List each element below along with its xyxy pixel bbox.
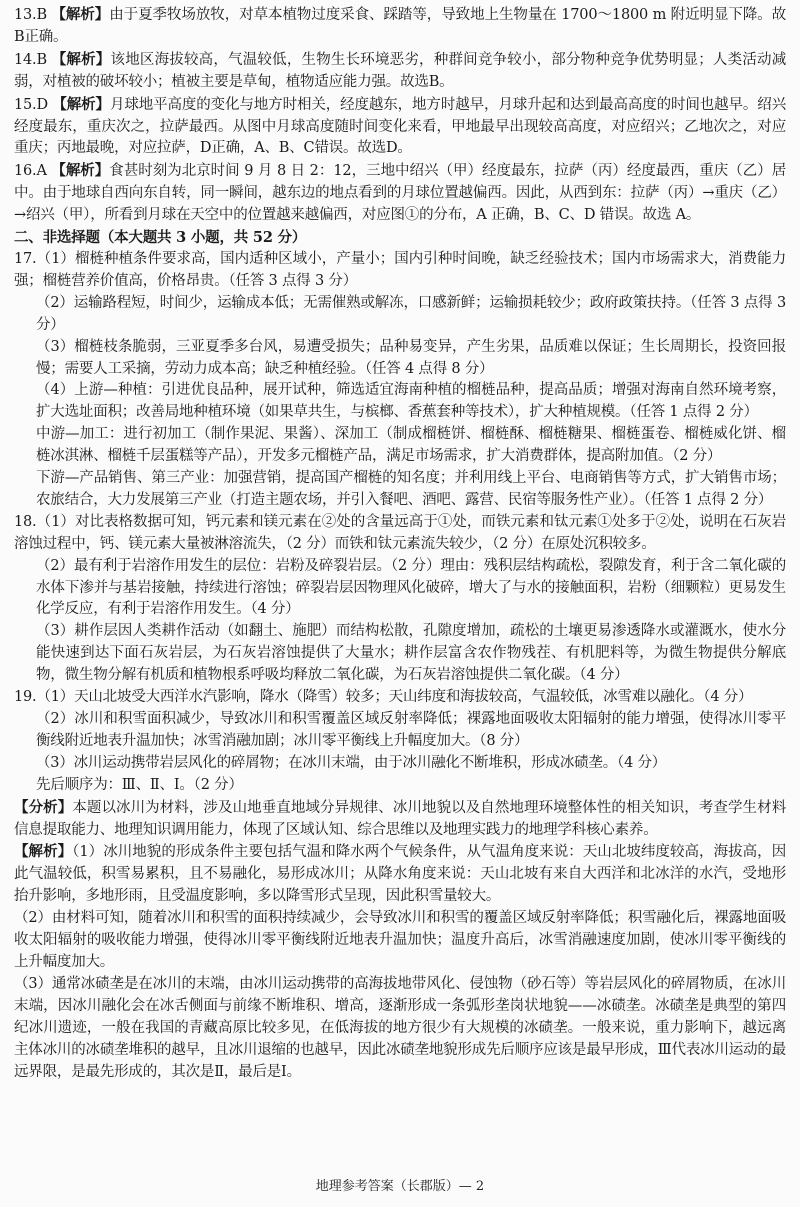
explanation-part-3: （3）通常冰碛垄是在冰川的末端，由冰川运动携带的高海拔地带风化、侵蚀物（砂石等）等岩层风化的碎屑物质，在冰川末端，因冰川融化会在冰舌侧面与前缘不断堆积、增高，逐渐形成一条弧形垄岗状地貌——冰碛垄。冰碛垄是典型的第四纪冰川遗迹，一般在我国的青藏高原比较多见，在低海拔的地方很少有大规模的冰碛垄。一般来说，重力影响下，越远离主体冰川的冰碛垄堆积的越早，且冰川退缩的也越早，因此冰碛垄地貌形成先后顺序应该是最早形成，Ⅲ代表冰川运动的最远界限，是最先形成的，其次是Ⅱ，最后是Ⅰ。	[14, 975, 786, 1080]
answer-text: 该地区海拔较高，气温较低，生物生长环境恶劣，种群间竞争较小，部分物种竞争优势明显；人类活动减弱，对植被的破坏较小；植被主要是草甸，植物适应能力强。故选B。	[14, 51, 787, 90]
answer-15	[14, 94, 786, 161]
explanation-part-1	[14, 841, 786, 908]
answer-19-order: 先后顺序为：Ⅲ、Ⅱ、Ⅰ。（2 分）	[36, 776, 243, 793]
answer-number: 16.A	[14, 163, 52, 180]
answer-number: 14.B	[14, 51, 52, 68]
answer-18-part-2: （2）最有利于岩溶作用发生的层位：岩粉及碎裂岩层。（2 分）理由：残积层结构疏松，裂隙发育，利于含二氧化碳的水体下渗并与基岩接触，持续进行溶蚀；碎裂岩层因物理风化破碎，增大了与水的接触面积，岩粉（细颗粒）更易发生化学反应，有利于岩溶作用发生。（4 分）	[36, 557, 786, 618]
answer-13	[14, 4, 786, 49]
answer-content	[14, 4, 786, 1083]
answer-19-part-2: （2）冰川和积雪面积减少，导致冰川和积雪覆盖区域反射率降低；裸露地面吸收太阳辐射的能力增强，使得冰川零平衡线附近地表升温加快；冰雪消融加剧；冰川零平衡线上升幅度加大。（8 分）	[36, 711, 786, 749]
answer-text: 食甚时刻为北京时间 9 月 8 日 2：12，三地中绍兴（甲）经度最东，拉萨（丙）经度最西，重庆（乙）居中。由于地球自西向东自转，同一瞬间，越东边的地点看到的月球位置越偏西。因此，从西到东：拉萨（丙）→重庆（乙）→绍兴（甲），所看到月球在天空中的位置越来越偏西，对应图①的分布，A 正确，B、C、D 错误。故选 A。	[14, 163, 786, 224]
explanation-tag: 【解析】	[14, 843, 73, 861]
answer-17-part-4-downstream: 下游—产品销售、第三产业：加强营销，提高国产榴梿的知名度；并利用线上平台、电商销售等方式，扩大销售市场；农旅结合，大力发展第三产业（打造主题农场，并引入餐吧、酒吧、露营、民宿等服务性产业）。（任答 1 点得 2 分）	[36, 470, 786, 508]
answer-18-part-3: （3）耕作层因人类耕作活动（如翻土、施肥）而结构松散，孔隙度增加，疏松的土壤更易渗透降水或灌溉水，使水分能快速到达下面石灰岩层，为石灰岩溶蚀提供了大量水；耕作层富含农作物残茬、有机肥料等，为微生物提供分解底物，微生物分解有机质和植物根系呼吸均释放二氧化碳，为石灰岩溶蚀提供二氧化碳。（4 分）	[36, 623, 786, 684]
section-heading: 二、非选择题（本大题共 3 小题，共 52 分）	[14, 229, 307, 247]
answer-16	[14, 160, 786, 227]
explanation-part-2: （2）由材料可知，随着冰川和积雪的面积持续减少，会导致冰川和积雪的覆盖区域反射率降低；积雪融化后，裸露地面吸收太阳辐射的吸收能力增强，使得冰川零平衡线附近地表升温加快；温度升高后，冰雪消融速度加剧，使冰川零平衡线的上升幅度加大。	[14, 910, 786, 970]
analysis-tag: 【分析】	[14, 798, 73, 816]
answer-17-part-3: （3）榴梿枝条脆弱，三亚夏季多台风，易遭受损失；品种易变异，产生劣果，品质难以保证；生长周期长，投资回报慢；需要人工采摘，劳动力成本高；缺乏种植经验。（任答 4 点得 8 分）	[36, 338, 786, 377]
page-footer: 地理参考答案（长郡版）— 2	[315, 1179, 485, 1194]
analysis-block	[14, 797, 786, 842]
answer-17-part-4-midstream: 中游—加工：进行初加工（制作果泥、果酱）、深加工（制成榴梿饼、榴梿酥、榴梿糖果、榴梿蛋卷、榴梿威化饼、榴梿冰淇淋、榴梿千层蛋糕等产品），开发多元榴梿产品，满足市场需求，扩大消费群体，提高附加值。（2 分）	[36, 426, 786, 465]
answer-text: 月球地平高度的变化与地方时相关，经度越东，地方时越早，月球升起和达到最高高度的时间也越早。绍兴经度最东，重庆次之，拉萨最西。从图中月球高度随时间变化来看，甲地最早出现较高高度，对应绍兴；乙地次之，对应重庆；丙地最晚，对应拉萨，D正确，A、B、C错误。故选D。	[14, 96, 786, 157]
analysis-tag: 【解析】	[51, 162, 110, 180]
answer-14	[14, 49, 786, 94]
answer-17-part-1: 17.（1）榴梿种植条件要求高，国内适种区域小，产量小；国内引种时间晚，缺乏经验技术；国内市场需求大，消费能力强；榴梿营养价值高，价格昂贵。（任答 3 点得 3 分）	[14, 250, 786, 289]
answer-17-part-2: （2）运输路程短，时间少，运输成本低；无需催熟或解冻，口感新鲜；运输损耗较少；政府政策扶持。（任答 3 点得 3 分）	[36, 294, 786, 333]
analysis-tag: 【解析】	[52, 95, 110, 113]
answer-19-part-1: 19.（1）天山北坡受大西洋水汽影响，降水（降雪）较多；天山纬度和海拔较高，气温较低，冰雪难以融化。（4 分）	[14, 689, 753, 706]
analysis-text: 本题以冰川为材料，涉及山地垂直地域分异规律、冰川地貌以及自然地理环境整体性的相关知识，考查学生材料信息提取能力、地理知识调用能力，体现了区域认知、综合思维以及地理实践力的地理学科核心素养。	[14, 799, 787, 838]
explanation-text: （1）冰川地貌的形成条件主要包括气温和降水两个气候条件，从气温角度来说：天山北坡纬度较高，海拔高，因此气温较低，积雪易累积，且不易融化，易形成冰川；从降水角度来说：天山北坡有来自大西洋和北冰洋的水汽，受地形抬升影响，多地形雨，且受温度影响，多以降雪形式呈现，因此积雪量较大。	[14, 844, 786, 905]
answer-number: 13.B	[14, 7, 52, 23]
analysis-tag: 【解析】	[51, 6, 110, 23]
answer-17-part-4: （4）上游—种植：引进优良品种，展开试种，筛选适宜海南种植的榴梿品种，提高品质；增强对海南自然环境考察，扩大选址面积；改善局地种植环境（如果草共生，与槟榔、香蕉套种等技术），扩大种植规模。（任答 1 点得 2 分）	[36, 382, 786, 421]
analysis-tag: 【解析】	[51, 50, 111, 68]
answer-19-part-3: （3）冰川运动携带岩层风化的碎屑物；在冰川末端，由于冰川融化不断堆积，形成冰碛垄。（4 分）	[36, 754, 667, 771]
answer-number: 15.D	[14, 96, 53, 113]
answer-18-part-1: 18.（1）对比表格数据可知，钙元素和镁元素在②处的含量远高于①处，而铁元素和钛元素①处多于②处，说明在石灰岩溶蚀过程中，钙、镁元素大量被淋溶流失，（2 分）而铁和钛元素流失较少，（2 分）在原处沉积较多。	[14, 513, 786, 552]
answer-text: 由于夏季牧场放牧，对草本植物过度采食、踩踏等，导致地上生物量在 1700～1800 m 附近明显下降。故B正确。	[14, 7, 787, 45]
